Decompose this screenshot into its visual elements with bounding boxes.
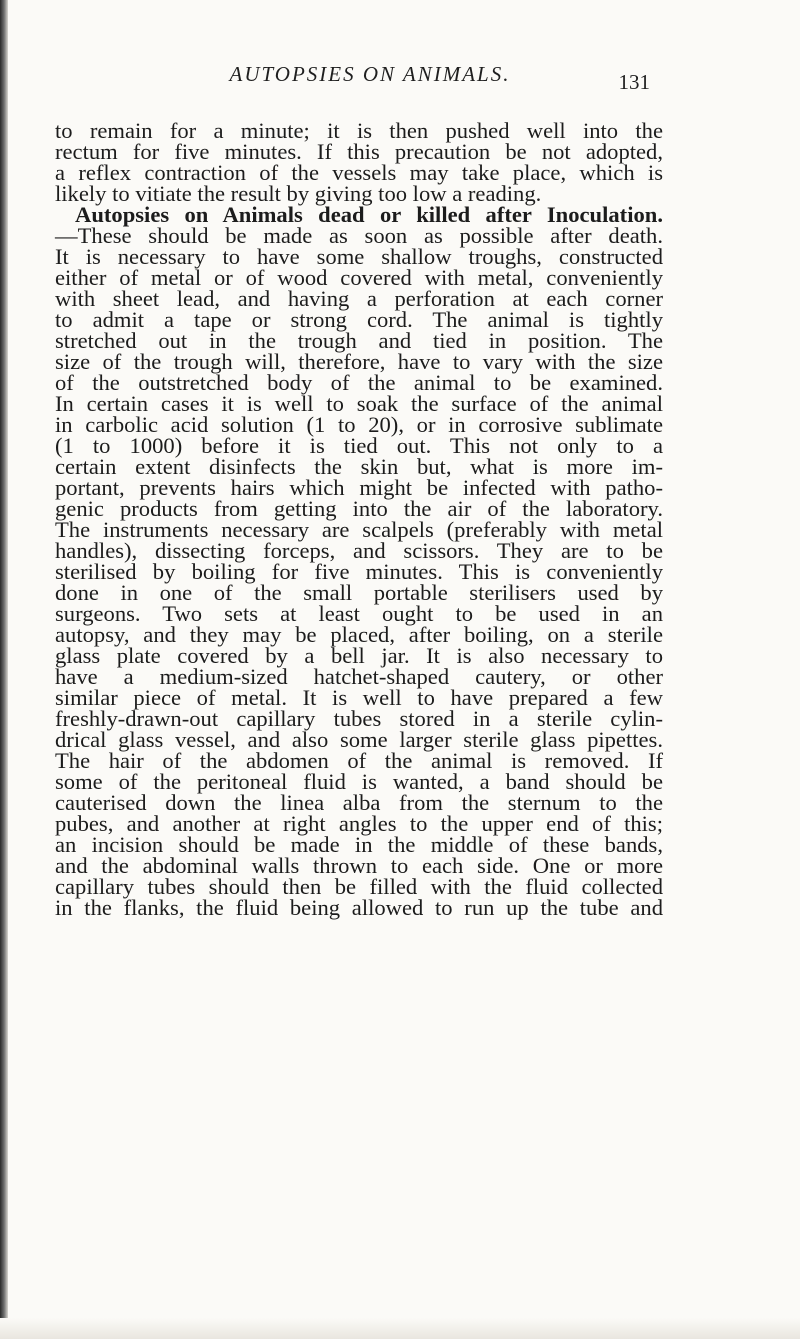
text-line: —These should be made as soon as possible after death. bbox=[55, 223, 663, 248]
text-line: either of metal or of wood covered with metal, conveniently bbox=[55, 265, 663, 290]
body-text bbox=[55, 120, 663, 918]
text-line: rectum for five minutes. If this precaution be not adopted, bbox=[55, 139, 663, 164]
text-line: handles), dissecting forceps, and scissors. They are to be bbox=[55, 538, 663, 563]
running-head bbox=[0, 62, 800, 92]
text-line: with sheet lead, and having a perforation at each corner bbox=[55, 286, 663, 311]
text-line: pubes, and another at right angles to the upper end of this; bbox=[55, 811, 663, 836]
text-line: surgeons. Two sets at least ought to be used in an bbox=[55, 601, 663, 626]
page-bottom-shadow bbox=[0, 1318, 800, 1339]
text-line: of the outstretched body of the animal to be examined. bbox=[55, 370, 663, 395]
text-line: capillary tubes should then be filled with the fluid collected bbox=[55, 874, 663, 899]
text-line: some of the peritoneal fluid is wanted, a band should be bbox=[55, 769, 663, 794]
text-line: similar piece of metal. It is well to have prepared a few bbox=[55, 685, 663, 710]
text-line: done in one of the small portable sterilisers used by bbox=[55, 580, 663, 605]
text-line: The instruments necessary are scalpels (preferably with metal bbox=[55, 517, 663, 542]
text-line: glass plate covered by a bell jar. It is also necessary to bbox=[55, 643, 663, 668]
text-line: portant, prevents hairs which might be infected with patho- bbox=[55, 475, 663, 500]
text-line: to admit a tape or strong cord. The animal is tightly bbox=[55, 307, 663, 332]
text-line: certain extent disinfects the skin but, what is more im- bbox=[55, 454, 663, 479]
text-line: sterilised by boiling for five minutes. This is conveniently bbox=[55, 559, 663, 584]
section-heading: Autopsies on Animals dead or killed after Inoculation. bbox=[75, 202, 663, 227]
page-number: 131 bbox=[618, 70, 650, 94]
text-line: The hair of the abdomen of the animal is removed. If bbox=[55, 748, 663, 773]
text-line: to remain for a minute; it is then pushed well into the bbox=[55, 118, 663, 143]
text-line: genic products from getting into the air of the laboratory. bbox=[55, 496, 663, 521]
running-title: AUTOPSIES ON ANIMALS. bbox=[229, 62, 511, 86]
text-line: cauterised down the linea alba from the sternum to the bbox=[55, 790, 663, 815]
text-line: likely to vitiate the result by giving too low a reading. bbox=[55, 181, 542, 206]
text-line: in the flanks, the fluid being allowed to run up the tube and bbox=[55, 895, 663, 920]
text-line: (1 to 1000) before it is tied out. This not only to a bbox=[55, 433, 663, 458]
text-line: a reflex contraction of the vessels may take place, which is bbox=[55, 160, 663, 185]
text-line: and the abdominal walls thrown to each side. One or more bbox=[55, 853, 663, 878]
text-line: an incision should be made in the middle of these bands, bbox=[55, 832, 663, 857]
text-line: autopsy, and they may be placed, after boiling, on a sterile bbox=[55, 622, 663, 647]
text-line: It is necessary to have some shallow troughs, constructed bbox=[55, 244, 663, 269]
text-line: size of the trough will, therefore, have to vary with the size bbox=[55, 349, 663, 374]
text-line: have a medium-sized hatchet-shaped cautery, or other bbox=[55, 664, 663, 689]
page-binding-edge bbox=[0, 0, 8, 1339]
text-line: freshly-drawn-out capillary tubes stored in a sterile cylin- bbox=[55, 706, 663, 731]
text-line: in carbolic acid solution (1 to 20), or in corrosive sublimate bbox=[55, 412, 663, 437]
text-line: In certain cases it is well to soak the surface of the animal bbox=[55, 391, 663, 416]
text-line: stretched out in the trough and tied in position. The bbox=[55, 328, 663, 353]
text-line: drical glass vessel, and also some larger sterile glass pipettes. bbox=[55, 727, 663, 752]
